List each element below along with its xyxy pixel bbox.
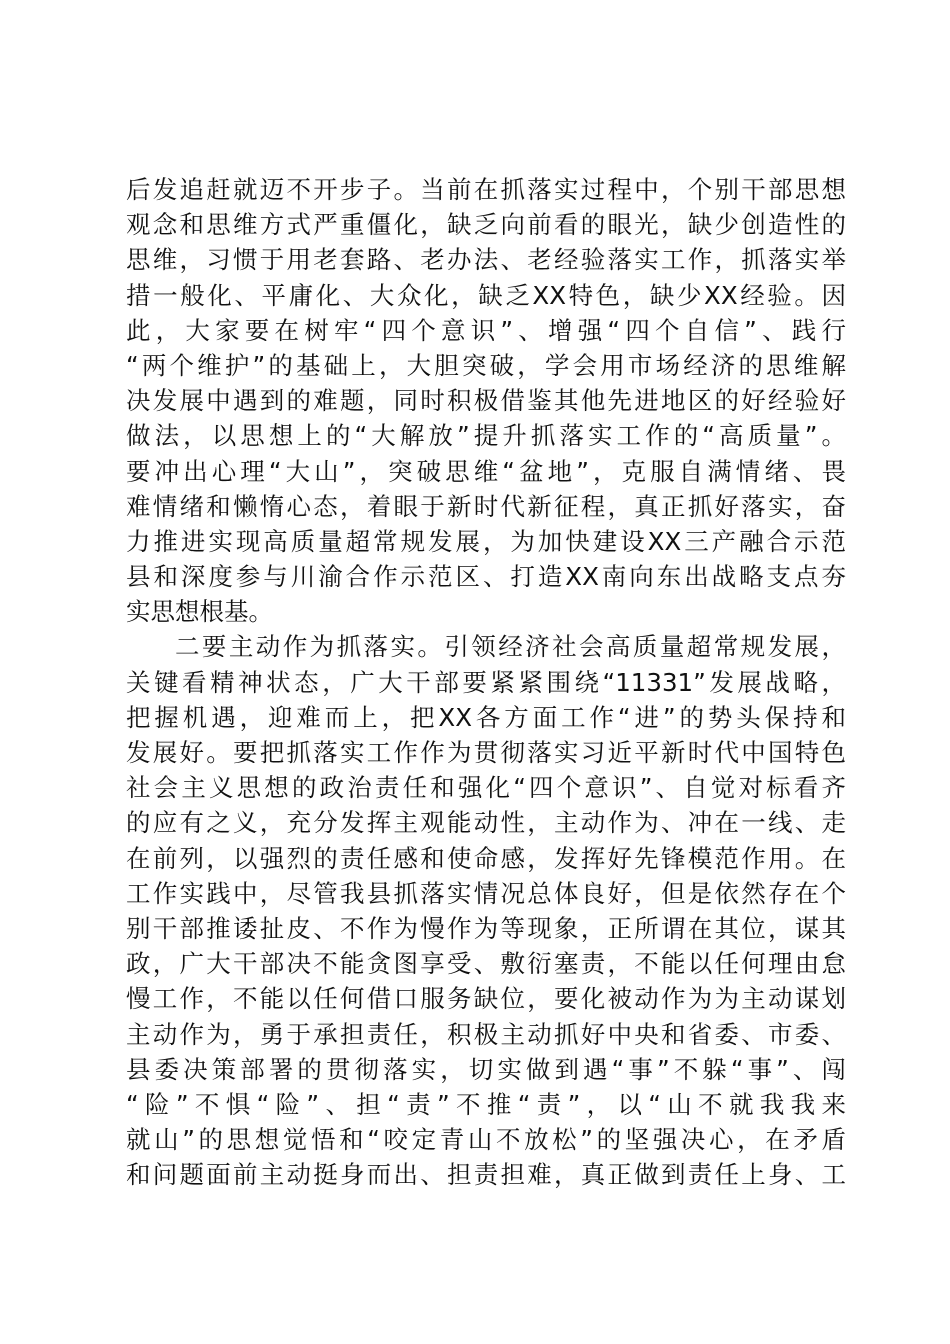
- text-line: 社会主义思想的政治责任和强化“四个意识”、自觉对标看齐: [126, 773, 846, 803]
- text-line: 思维，习惯于用老套路、老办法、老经验落实工作，抓落实举: [126, 245, 846, 275]
- text-line: 难情绪和懒惰心态，着眼于新时代新征程，真正抓好落实，奋: [126, 491, 846, 521]
- text-line: 要冲出心理“大山”，突破思维“盆地”，克服自满情绪、畏: [126, 456, 846, 486]
- paragraph-2: [126, 629, 846, 1192]
- text-line: 决发展中遇到的难题，同时积极借鉴其他先进地区的好经验好: [126, 386, 846, 416]
- text-line: 县和深度参与川渝合作示范区、打造XX南向东出战略支点夯: [126, 562, 846, 592]
- paragraph-1: [126, 172, 846, 629]
- text-line: 别干部推诿扯皮、不作为慢作为等现象，正所谓在其位，谋其: [126, 913, 846, 943]
- text-line: 措一般化、平庸化、大众化，缺乏XX特色，缺少XX经验。因: [126, 280, 846, 310]
- text-line: 关键看精神状态，广大干部要紧紧围绕“11331”发展战略，: [126, 667, 846, 697]
- text-line: 实思想根基。: [126, 597, 273, 627]
- text-line: 就山”的思想觉悟和“咬定青山不放松”的坚强决心，在矛盾: [126, 1125, 846, 1155]
- text-line: 做法，以思想上的“大解放”提升抓落实工作的“高质量”。: [126, 421, 846, 451]
- text-line: “险”不惧“险”、担“责”不推“责”，以“山不就我我来: [126, 1089, 846, 1119]
- text-line: 和问题面前主动挺身而出、担责担难，真正做到责任上身、工: [126, 1160, 846, 1190]
- text-line: 观念和思维方式严重僵化，缺乏向前看的眼光，缺少创造性的: [126, 210, 846, 240]
- body-text: [126, 172, 846, 1192]
- text-line: 的应有之义，充分发挥主观能动性，主动作为、冲在一线、走: [126, 808, 846, 838]
- text-line: 在前列，以强烈的责任感和使命感，发挥好先锋模范作用。在: [126, 843, 846, 873]
- text-line: 工作实践中，尽管我县抓落实情况总体良好，但是依然存在个: [126, 878, 846, 908]
- text-line: 主动作为，勇于承担责任，积极主动抓好中央和省委、市委、: [126, 1019, 846, 1049]
- text-line: 慢工作，不能以任何借口服务缺位，要化被动作为为主动谋划: [126, 984, 846, 1014]
- text-line: 县委决策部署的贯彻落实，切实做到遇“事”不躲“事”、闯: [126, 1054, 846, 1084]
- text-line: “两个维护”的基础上，大胆突破，学会用市场经济的思维解: [126, 350, 846, 380]
- text-line: 二要主动作为抓落实。引领经济社会高质量超常规发展，: [175, 632, 846, 662]
- text-line: 把握机遇，迎难而上，把XX各方面工作“进”的势头保持和: [126, 702, 846, 732]
- text-line: 政，广大干部决不能贪图享受、敷衍塞责，不能以任何理由怠: [126, 949, 846, 979]
- text-line: 此，大家要在树牢“四个意识”、增强“四个自信”、践行: [126, 315, 846, 345]
- text-line: 后发追赶就迈不开步子。当前在抓落实过程中，个别干部思想: [126, 175, 846, 204]
- text-line: 力推进实现高质量超常规发展，为加快建设XX三产融合示范: [126, 526, 846, 556]
- text-line: 发展好。要把抓落实工作作为贯彻落实习近平新时代中国特色: [126, 738, 846, 767]
